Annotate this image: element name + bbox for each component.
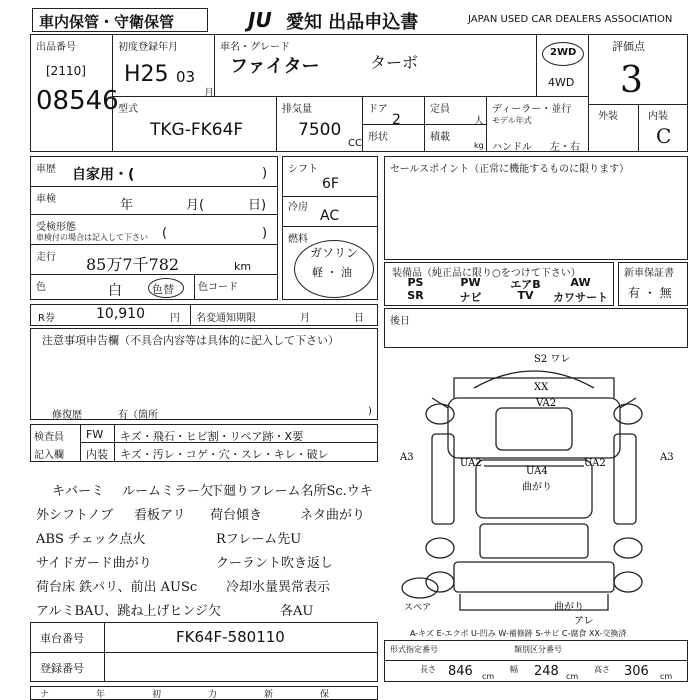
checker-row2: キズ・汚レ・コゲ・穴・スレ・キレ・破レ bbox=[120, 448, 329, 461]
equipment-item: AW bbox=[570, 276, 591, 289]
equipment-grid bbox=[388, 276, 610, 304]
org-english: JAPAN USED CAR DEALERS ASSOCIATION bbox=[468, 14, 673, 25]
checker-row1-head: FW bbox=[86, 428, 104, 441]
footer-item: ナ bbox=[40, 690, 50, 700]
score-value: 3 bbox=[620, 60, 643, 101]
note-line: サイドガード曲がり bbox=[36, 556, 152, 571]
receipt-note: 車検付の場合は記入して下さい bbox=[36, 233, 148, 242]
diag-bend: 曲がり bbox=[554, 602, 584, 613]
disp-label: 排気量 bbox=[282, 104, 312, 115]
checker-row2-head: 内装 bbox=[86, 448, 108, 461]
equipment-item: PS bbox=[407, 276, 424, 289]
chassis-label: 車台番号 bbox=[40, 632, 84, 645]
vehicle-diagram bbox=[384, 348, 688, 644]
footer-item: 年 bbox=[96, 690, 106, 700]
diag-u2: UA2 bbox=[460, 458, 482, 469]
load-unit: kg bbox=[474, 141, 484, 150]
recycle-unit: 円 bbox=[170, 313, 180, 324]
dims-label2: 類別区分番号 bbox=[514, 645, 562, 654]
fuel-sub: 軽 ・ 油 bbox=[312, 266, 352, 279]
fuel-value: ガソリン bbox=[310, 246, 359, 260]
note-line: ルームミラー欠 bbox=[122, 484, 214, 499]
checker-label1: 検査員 bbox=[34, 432, 64, 443]
mileage-value: 85万7千782 bbox=[86, 255, 180, 274]
doors-label: ドア bbox=[368, 104, 388, 115]
height-label: 高さ bbox=[594, 665, 610, 674]
org-title: 愛知 出品申込書 bbox=[286, 12, 419, 33]
inspection-month: 月( bbox=[186, 198, 205, 213]
footer-item: 保 bbox=[320, 690, 330, 700]
diag-va2-top: VA2 bbox=[536, 398, 557, 409]
lot-sub: [2110] bbox=[46, 64, 86, 78]
fuel-label: 燃料 bbox=[288, 234, 308, 245]
repair-value: 有（箇所 bbox=[118, 410, 158, 421]
inspector-notes bbox=[30, 466, 380, 622]
diag-mag: 曲がり bbox=[522, 482, 552, 493]
model-year-label: モデル年式 bbox=[492, 116, 532, 125]
equipment-item: SR bbox=[407, 289, 424, 302]
chassis-reg-label: 登録番号 bbox=[40, 662, 84, 675]
notice-label: 名変通知期限 bbox=[196, 313, 256, 324]
reg-month-unit: 月 bbox=[204, 88, 214, 99]
header-title: 車内保管・守衛保管 bbox=[39, 13, 175, 31]
dealer-label: ディーラー・並行 bbox=[492, 104, 572, 115]
note-line: クーラント吹き返し bbox=[216, 556, 334, 571]
note-line: ネタ曲がり bbox=[300, 508, 366, 523]
footer-item: 力 bbox=[208, 690, 218, 700]
handle-opts: 左・右 bbox=[550, 142, 580, 153]
equipment-item: エアB bbox=[510, 278, 541, 291]
score-label: 評価点 bbox=[612, 40, 645, 53]
repair-close: ) bbox=[368, 406, 372, 417]
warranty-value: 有 ・ 無 bbox=[628, 286, 672, 300]
width-value: 248 bbox=[534, 664, 559, 679]
checker-row1: キズ・飛石・ヒビ割・リペア跡・X要 bbox=[120, 430, 304, 443]
note-line: 外シフトノブ bbox=[36, 508, 114, 523]
ju-logo: JU bbox=[248, 8, 272, 32]
note-line: ABS チェック点火 bbox=[36, 532, 146, 547]
diag-xx: XX bbox=[534, 382, 549, 393]
header-title-box bbox=[32, 8, 208, 32]
drive-4wd: 4WD bbox=[548, 76, 575, 89]
note-line: 荷台傾き bbox=[210, 508, 263, 523]
disp-value: 7500 bbox=[298, 120, 342, 140]
note-line: 冷却水量異常表示 bbox=[226, 580, 331, 595]
ac-label: 冷房 bbox=[288, 202, 308, 213]
type-label: 型式 bbox=[118, 104, 138, 115]
height-value: 306 bbox=[624, 664, 649, 679]
diag-top-mark: S2 ワレ bbox=[534, 354, 571, 365]
dims-label1: 形式指定番号 bbox=[390, 645, 438, 654]
color-change: 色替 bbox=[152, 283, 174, 296]
diag-a3: A3 bbox=[400, 452, 414, 463]
diag-a3-right: A3 bbox=[660, 452, 674, 463]
equipment-item: PW bbox=[460, 276, 481, 289]
color-label: 色 bbox=[36, 282, 46, 293]
equipment-label: 装備品（純正品に限り○をつけて下さい） bbox=[392, 268, 581, 279]
color-code-label: 色コード bbox=[198, 282, 238, 293]
history-close: ) bbox=[262, 166, 268, 181]
disp-unit: CC bbox=[348, 138, 362, 149]
equipment-item: カワサート bbox=[553, 291, 608, 304]
footer-item: 初 bbox=[152, 690, 162, 700]
model-grade-hand: ターボ bbox=[370, 53, 419, 72]
warranty-label: 新車保証書 bbox=[624, 268, 674, 279]
reg-year: H25 bbox=[124, 62, 169, 87]
height-unit: cm bbox=[660, 672, 673, 681]
notice-month: 月 bbox=[300, 313, 310, 324]
note-line: 下廻りフレーム名所Sc.ウキ bbox=[210, 484, 373, 499]
drive-2wd: 2WD bbox=[550, 47, 577, 58]
footer-item: 新 bbox=[264, 690, 274, 700]
len-unit: cm bbox=[482, 672, 495, 681]
chassis-value: FK64F-580110 bbox=[176, 628, 285, 646]
inspection-year: 年 bbox=[120, 198, 134, 213]
history-label: 車歴 bbox=[36, 164, 56, 175]
checker-label2: 記入欄 bbox=[34, 450, 64, 461]
inspection-label: 車検 bbox=[36, 194, 56, 205]
reg-label: 初度登録年月 bbox=[118, 42, 178, 53]
color-value: 白 bbox=[108, 283, 122, 299]
note-line: 看板アリ bbox=[134, 508, 186, 523]
model-name: ファイター bbox=[230, 56, 320, 77]
shape-label: 形状 bbox=[368, 132, 388, 143]
reg-month: 03 bbox=[176, 68, 196, 86]
diag-u2-right: UA2 bbox=[584, 458, 606, 469]
note-line: Rフレーム先U bbox=[216, 532, 302, 547]
mileage-unit: km bbox=[234, 260, 252, 273]
diagram-legend: A-キズ E-エクボ U-凹み W-補修跡 S-サビ C-腐食 XX-交換済 bbox=[410, 629, 627, 638]
note-line: キバーミ bbox=[52, 484, 105, 499]
capacity-label: 定員 bbox=[430, 104, 450, 115]
later-label: 後日 bbox=[390, 316, 410, 327]
notes-label: 注意事項申告欄（不具合内容等は具体的に記入して下さい） bbox=[42, 334, 339, 347]
length-value: 846 bbox=[448, 664, 473, 679]
ac-value: AC bbox=[320, 208, 340, 224]
type-value: TKG-FK64F bbox=[150, 120, 244, 140]
receipt-label: 受検形態 bbox=[36, 222, 76, 233]
handle-label: ハンドル bbox=[492, 142, 532, 153]
repair-label: 修復歴 bbox=[52, 410, 82, 421]
score-int-label: 内装 bbox=[648, 111, 668, 122]
diag-bend2: アレ bbox=[574, 616, 594, 627]
shift-label: シフト bbox=[288, 164, 318, 175]
diag-spare: スペア bbox=[404, 603, 432, 613]
history-value: 自家用・( bbox=[72, 167, 135, 183]
footer-grid bbox=[32, 686, 376, 700]
notice-day: 日 bbox=[354, 313, 364, 324]
mileage-label: 走行 bbox=[36, 252, 56, 263]
score-int-value: C bbox=[656, 124, 672, 148]
score-ext-label: 外装 bbox=[598, 111, 618, 122]
doors-value: 2 bbox=[392, 112, 401, 128]
recycle-value: 10,910 bbox=[96, 306, 145, 322]
later-box bbox=[384, 308, 688, 348]
recycle-label: R券 bbox=[38, 313, 55, 324]
capacity-unit: 人 bbox=[474, 116, 484, 127]
note-line: アルミBAU、跳ね上げヒンジ欠 bbox=[36, 604, 222, 619]
selling-points-label: セールスポイント（正常に機能するものに限ります） bbox=[390, 164, 630, 175]
width-unit: cm bbox=[566, 672, 579, 681]
diag-va4: UA4 bbox=[526, 466, 548, 477]
width-label: 幅 bbox=[510, 665, 518, 674]
load-label: 積載 bbox=[430, 132, 450, 143]
shift-value: 6F bbox=[322, 176, 339, 192]
lot-label: 出品番号 bbox=[36, 42, 76, 53]
equipment-item: ナビ bbox=[459, 291, 482, 304]
lot-number: 08546 bbox=[36, 86, 119, 116]
note-line: 各AU bbox=[280, 604, 314, 619]
inspection-day: 日) bbox=[248, 198, 267, 213]
len-label: 長さ bbox=[420, 665, 436, 674]
note-line: 荷台床 鉄パリ、前出 AUSc bbox=[36, 580, 198, 595]
equipment-item: TV bbox=[517, 289, 534, 302]
model-label: 車名・グレード bbox=[220, 42, 290, 53]
